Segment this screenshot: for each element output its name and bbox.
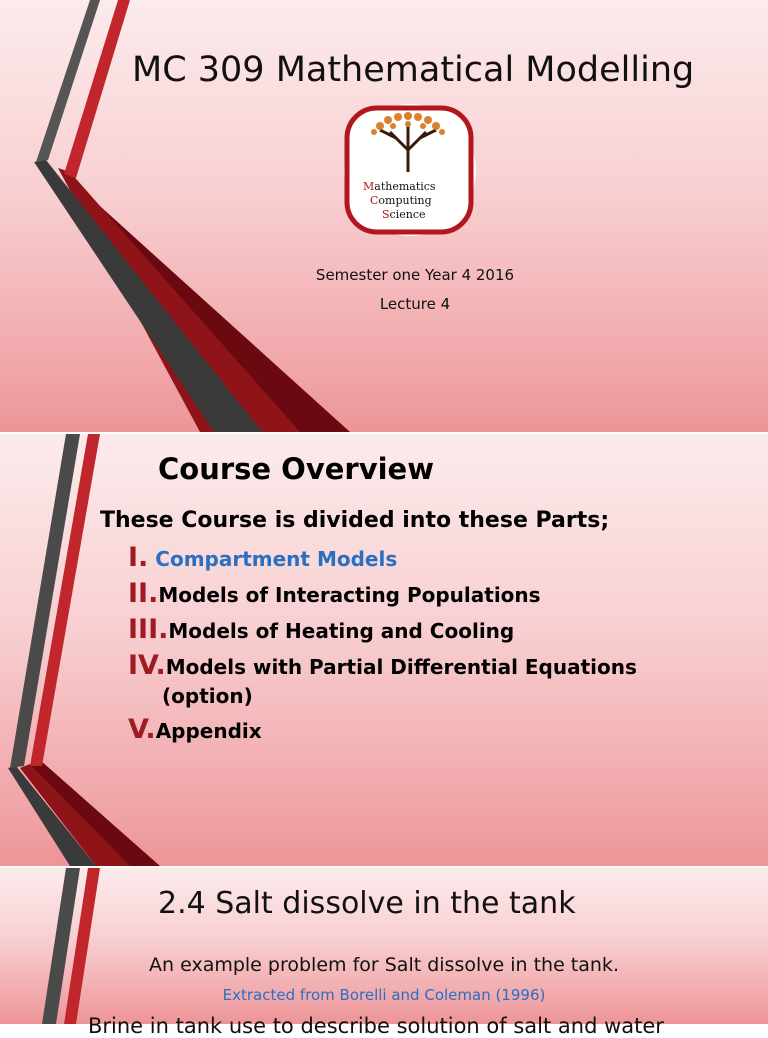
logo-line-1: athematics bbox=[374, 180, 436, 193]
slide-salt-dissolve bbox=[0, 868, 768, 1038]
slide-title bbox=[0, 0, 768, 432]
example-text: An example problem for Salt dissolve in the tank. bbox=[149, 954, 619, 976]
slide-course-overview bbox=[0, 434, 768, 866]
presentation-title: MC 309 Mathematical Modelling bbox=[132, 50, 695, 90]
roman-numeral: II. bbox=[128, 578, 159, 609]
list-item bbox=[128, 542, 397, 573]
part-label-continuation: (option) bbox=[162, 684, 253, 708]
part-label-link[interactable]: Compartment Models bbox=[155, 547, 398, 571]
list-item bbox=[128, 714, 262, 745]
svg-text:Mathematics bbox=[363, 180, 436, 193]
roman-numeral: V. bbox=[128, 714, 156, 745]
logo-initial-s: S bbox=[382, 208, 390, 221]
roman-numeral: III. bbox=[128, 614, 169, 645]
list-item bbox=[128, 650, 637, 681]
lecture-label: Lecture 4 bbox=[379, 295, 451, 313]
logo-initial-m: M bbox=[363, 180, 375, 193]
body-text-cut: Brine in tank use to describe solution of salt and water bbox=[88, 1014, 664, 1038]
list-item bbox=[128, 614, 514, 645]
logo-line-2: omputing bbox=[378, 194, 432, 207]
logo-initial-c: C bbox=[370, 194, 379, 207]
part-label: Models of Heating and Cooling bbox=[168, 619, 515, 643]
mcs-logo bbox=[330, 100, 490, 240]
slide-heading: 2.4 Salt dissolve in the tank bbox=[158, 886, 576, 921]
logo-line-3: cience bbox=[389, 208, 426, 221]
svg-text:Computing bbox=[370, 194, 432, 207]
list-item bbox=[128, 578, 541, 609]
semester-label: Semester one Year 4 2016 bbox=[315, 266, 515, 284]
roman-numeral: I. bbox=[128, 542, 149, 573]
slide-heading: Course Overview bbox=[158, 452, 435, 486]
roman-numeral: IV. bbox=[128, 650, 166, 681]
svg-text:Science bbox=[382, 208, 426, 221]
part-label: Models with Partial Differential Equations bbox=[165, 655, 637, 679]
intro-text: These Course is divided into these Parts; bbox=[100, 508, 610, 533]
part-label: Models of Interacting Populations bbox=[158, 583, 541, 607]
part-label: Appendix bbox=[155, 719, 262, 743]
citation-link[interactable]: Extracted from Borelli and Coleman (1996) bbox=[222, 986, 546, 1004]
